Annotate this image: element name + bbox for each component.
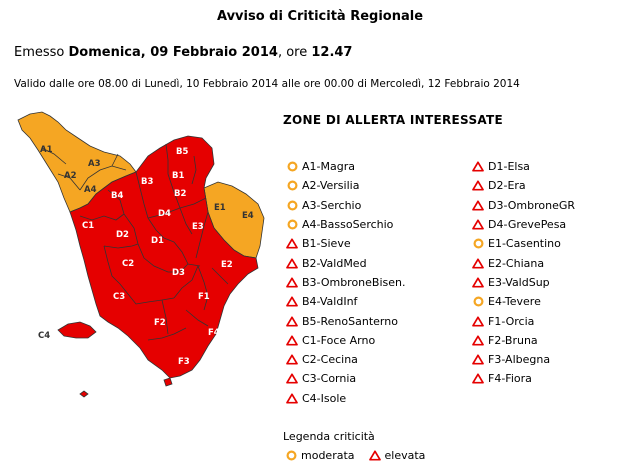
- elevata-triangle-icon: [286, 392, 298, 404]
- map-label-c2: C2: [122, 259, 135, 269]
- zone-list-item: [286, 311, 406, 330]
- map-label-c4: C4: [38, 331, 51, 341]
- zone-label: C1-Foce Arno: [302, 333, 376, 347]
- zone-label: D4-GrevePesa: [488, 218, 567, 232]
- zone-list-item: [472, 253, 575, 272]
- validity-line: Valido dalle ore 08.00 di Lunedì, 10 Febbraio 2014 alle ore 00.00 di Mercoledì, 12 Febbraio 2014: [14, 78, 520, 90]
- map-label-d2: D2: [116, 230, 129, 240]
- zone-label: C3-Cornia: [302, 372, 357, 386]
- moderata-circle-icon: [472, 238, 484, 250]
- map-label-f4: F4: [208, 328, 220, 338]
- zone-c4-island: [58, 322, 96, 338]
- zone-label: F3-Albegna: [488, 353, 551, 367]
- issued-date: Domenica, 09 Febbraio 2014: [68, 45, 278, 60]
- moderata-circle-icon: [286, 219, 298, 231]
- elevata-triangle-icon: [286, 296, 298, 308]
- map-label-c3: C3: [113, 292, 126, 302]
- moderata-circle-icon: [286, 161, 298, 173]
- elevata-triangle-icon: [472, 373, 484, 385]
- zone-list-item: [472, 292, 575, 311]
- zone-label: F2-Bruna: [488, 333, 538, 347]
- elevata-triangle-icon: [286, 257, 298, 269]
- zone-list-item: [472, 157, 575, 176]
- elevata-triangle-icon: [286, 334, 298, 346]
- zone-list-item: [472, 176, 575, 195]
- elevata-triangle-icon: [472, 276, 484, 288]
- zone-list-item: [286, 157, 406, 176]
- zone-label: D3-OmbroneGR: [488, 198, 576, 212]
- map-label-a3: A3: [88, 159, 101, 169]
- elevata-triangle-icon: [286, 354, 298, 366]
- moderata-circle-icon: [285, 450, 297, 462]
- zone-label: A2-Versilia: [302, 179, 360, 193]
- zone-list-item: [286, 273, 406, 292]
- zone-list-item: [472, 369, 575, 388]
- legend-moderata-label: moderata: [301, 449, 355, 462]
- legend-elevata-label: elevata: [384, 449, 426, 462]
- elevata-triangle-icon: [369, 450, 381, 462]
- zone-label: F4-Fiora: [488, 372, 532, 386]
- map-label-d3: D3: [172, 268, 185, 278]
- zones-column-2: [472, 157, 575, 389]
- zone-label: E1-Casentino: [488, 237, 561, 251]
- zone-label: A1-Magra: [302, 160, 355, 174]
- map-label-b1: B1: [172, 171, 185, 181]
- zone-label: C2-Cecina: [302, 353, 358, 367]
- map-label-e4: E4: [242, 211, 254, 221]
- elevata-triangle-icon: [472, 199, 484, 211]
- elevata-triangle-icon: [286, 238, 298, 250]
- zone-list-item: [472, 273, 575, 292]
- zone-list-item: [286, 369, 406, 388]
- map-label-a4: A4: [84, 185, 97, 195]
- zone-list-item: [472, 215, 575, 234]
- map-label-b4: B4: [111, 191, 124, 201]
- zone-list-item: [286, 389, 406, 408]
- zone-label: B5-RenoSanterno: [302, 314, 398, 328]
- zones-column-1: [286, 157, 406, 408]
- elevata-triangle-icon: [472, 354, 484, 366]
- map-label-a1: A1: [40, 145, 53, 155]
- zone-label: E4-Tevere: [488, 295, 541, 309]
- zone-list-item: [472, 331, 575, 350]
- zone-list-item: [286, 292, 406, 311]
- zone-label: D2-Era: [488, 179, 526, 193]
- map-label-f1: F1: [198, 292, 210, 302]
- issued-line: Emesso Domenica, 09 Febbraio 2014, ore 12.47: [14, 45, 353, 60]
- zone-label: B3-OmbroneBisen.: [302, 275, 406, 289]
- zone-list-item: [286, 234, 406, 253]
- zone-list-item: [286, 176, 406, 195]
- elevata-triangle-icon: [286, 315, 298, 327]
- zone-list-item: [472, 350, 575, 369]
- map-label-e2: E2: [221, 260, 233, 270]
- moderata-circle-icon: [286, 199, 298, 211]
- zone-list-item: [286, 350, 406, 369]
- map-label-f3: F3: [178, 357, 190, 367]
- zone-label: F1-Orcia: [488, 314, 535, 328]
- map-label-e3: E3: [192, 222, 204, 232]
- zone-list-item: [472, 234, 575, 253]
- legend-heading: Legenda criticità: [283, 430, 375, 443]
- zone-label: A4-BassoSerchio: [302, 218, 394, 232]
- zone-c4-islet: [80, 391, 88, 397]
- elevata-triangle-icon: [472, 315, 484, 327]
- map-label-b2: B2: [174, 189, 187, 199]
- zone-list-item: [286, 215, 406, 234]
- map-label-e1: E1: [214, 203, 226, 213]
- zone-list-item: [286, 253, 406, 272]
- elevata-triangle-icon: [472, 257, 484, 269]
- zone-label: B2-ValdMed: [302, 256, 367, 270]
- zone-label: B4-ValdInf: [302, 295, 358, 309]
- zone-list-item: [472, 196, 575, 215]
- zone-label: B1-Sieve: [302, 237, 351, 251]
- map-label-b5: B5: [176, 147, 189, 157]
- zone-label: E2-Chiana: [488, 256, 545, 270]
- zone-list-item: [286, 331, 406, 350]
- tuscany-alert-map: [8, 108, 276, 400]
- legend: [285, 449, 425, 462]
- elevata-triangle-icon: [472, 334, 484, 346]
- elevata-triangle-icon: [286, 373, 298, 385]
- zone-label: E3-ValdSup: [488, 275, 550, 289]
- map-label-d4: D4: [158, 209, 171, 219]
- map-label-c1: C1: [82, 221, 95, 231]
- zone-list-item: [286, 196, 406, 215]
- elevata-triangle-icon: [472, 219, 484, 231]
- elevata-triangle-icon: [286, 276, 298, 288]
- moderata-circle-icon: [286, 180, 298, 192]
- map-label-f2: F2: [154, 318, 166, 328]
- zone-label: C4-Isole: [302, 391, 347, 405]
- zone-label: A3-Serchio: [302, 198, 362, 212]
- zone-f3-islet: [164, 378, 172, 386]
- elevata-triangle-icon: [472, 161, 484, 173]
- zone-list-item: [472, 311, 575, 330]
- page-title: Avviso di Criticità Regionale: [216, 9, 424, 24]
- issued-time: 12.47: [311, 45, 353, 60]
- map-label-a2: A2: [64, 171, 77, 181]
- moderata-circle-icon: [472, 296, 484, 308]
- zones-heading: ZONE DI ALLERTA INTERESSATE: [283, 113, 504, 127]
- elevata-triangle-icon: [472, 180, 484, 192]
- zone-label: D1-Elsa: [488, 160, 530, 174]
- map-label-b3: B3: [141, 177, 154, 187]
- map-label-d1: D1: [151, 236, 164, 246]
